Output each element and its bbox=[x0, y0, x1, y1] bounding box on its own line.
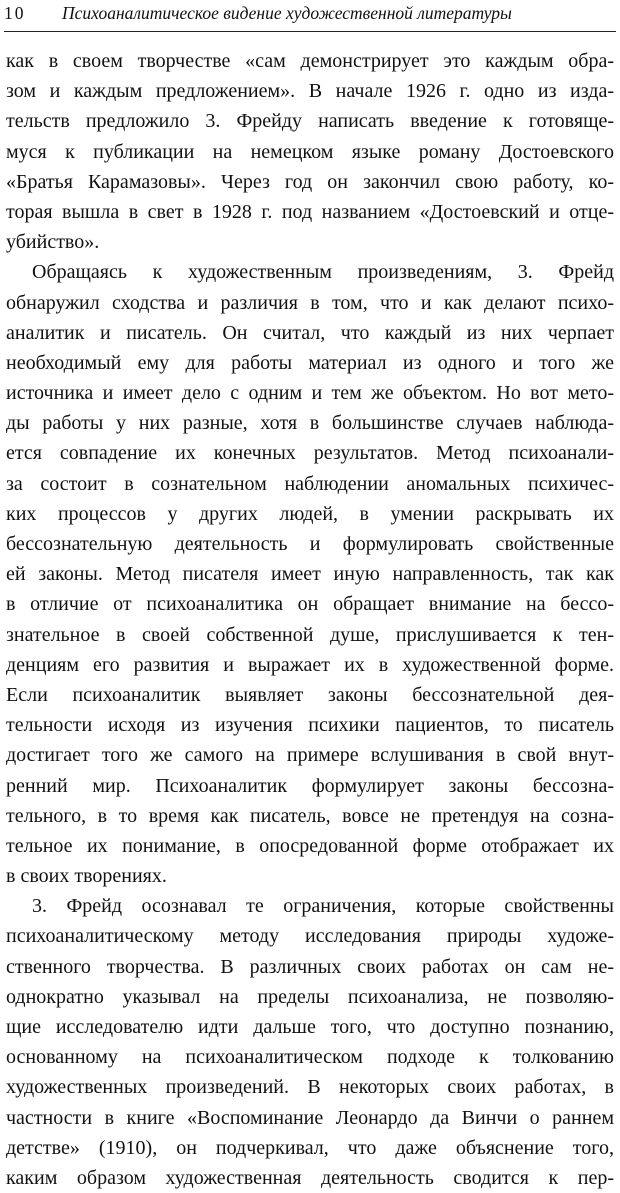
text-line: ется совпадение их конечных результатов. Метод психоанали- bbox=[6, 442, 614, 465]
text-line: аналитик и писатель. Он считал, что каждый из них черпает bbox=[6, 321, 614, 344]
text-line: каким образом художественная деятельность сводится к пер- bbox=[6, 1166, 614, 1189]
text-line: детстве» (1910), он подчеркивал, что даже объяснение того, bbox=[6, 1136, 614, 1159]
text-line: бессознательную деятельность и формулировать свойственные bbox=[6, 533, 614, 555]
text-line: тельности исходя из изучения психики пациентов, то писатель bbox=[6, 714, 614, 737]
text-line: необходимый ему для работы материал из одного и того же bbox=[6, 351, 614, 374]
text-line: в отличие от психоаналитика он обращает внимание на бессо- bbox=[6, 593, 614, 616]
text-line: художественных произведений. В некоторых своих работах, в bbox=[6, 1076, 614, 1099]
text-line: психоаналитическому методу исследования природы художе- bbox=[6, 925, 614, 948]
running-title: Психоаналитическое видение художественной литературы bbox=[62, 3, 512, 23]
text-line: основанному на психоаналитическом подходе к толкованию bbox=[6, 1046, 614, 1069]
text-line: щие исследователю идти дальше того, что доступно познанию, bbox=[6, 1016, 614, 1038]
text-line: однократно указывал на пределы психоанализа, не позволяю- bbox=[6, 985, 614, 1008]
text-line: как в своем творчестве «сам демонстрирует это каждым обра- bbox=[6, 50, 614, 72]
text-line: денциям его развития и выражает их в художественной форме. bbox=[6, 653, 614, 676]
paragraph-first-line: 3. Фрейд осознавал те ограничения, которые свойственны bbox=[32, 895, 614, 918]
text-line: достигает того же самого на примере вслушивания в свой внут- bbox=[6, 744, 614, 767]
paragraph-first-line: Обращаясь к художественным произведениям, 3. Фрейд bbox=[32, 261, 614, 284]
text-line: ственного творчества. В различных своих работах он сам не- bbox=[6, 955, 614, 978]
text-line: «Братья Карамазовы». Через год он закончил свою работу, ко- bbox=[6, 170, 614, 193]
text-line: тельного, в то время как писатель, вовсе не претендуя на созна- bbox=[6, 804, 614, 827]
text-line: частности в книге «Воспоминание Леонардо да Винчи о раннем bbox=[6, 1106, 614, 1129]
text-line: ды работы у них разные, хотя в большинстве случаев наблюда- bbox=[6, 412, 614, 435]
body-text bbox=[6, 46, 614, 1193]
text-line: тельное их понимание, в опосредованной форме отображает их bbox=[6, 834, 614, 857]
text-line: Если психоаналитик выявляет законы бессознательной дея- bbox=[6, 683, 614, 706]
text-line: обнаружил сходства и различия в том, что и как делают психо- bbox=[6, 291, 614, 314]
text-line: тельств предложило 3. Фрейду написать введение к готовяще- bbox=[6, 110, 614, 133]
text-line: ей законы. Метод писателя имеет иную направленность, так как bbox=[6, 563, 614, 586]
text-line: в своих творениях. bbox=[6, 865, 167, 888]
text-line: источника и имеет дело с одним и тем же объектом. Но вот мето- bbox=[6, 382, 614, 405]
text-line: убийство». bbox=[6, 231, 100, 254]
page-header bbox=[4, 2, 616, 28]
text-line: ренний мир. Психоаналитик формулирует законы бессозна- bbox=[6, 774, 614, 797]
text-line: торая вышла в свет в 1928 г. под названием «Достоевский и отце- bbox=[6, 200, 614, 223]
text-line: знательное в своей собственной душе, прислушивается к тен- bbox=[6, 623, 614, 646]
page-number: 10 bbox=[4, 3, 26, 23]
text-line: зом и каждым предложением». В начале 1926 г. одно из изда- bbox=[6, 80, 614, 103]
text-line: ких процессов у других людей, в умении раскрывать их bbox=[6, 502, 614, 525]
text-line: муся к публикации на немецком языке роману Достоевского bbox=[6, 140, 614, 163]
header-rule bbox=[4, 31, 616, 32]
text-line: за состоит в сознательном наблюдении аномальных психичес- bbox=[6, 472, 614, 495]
